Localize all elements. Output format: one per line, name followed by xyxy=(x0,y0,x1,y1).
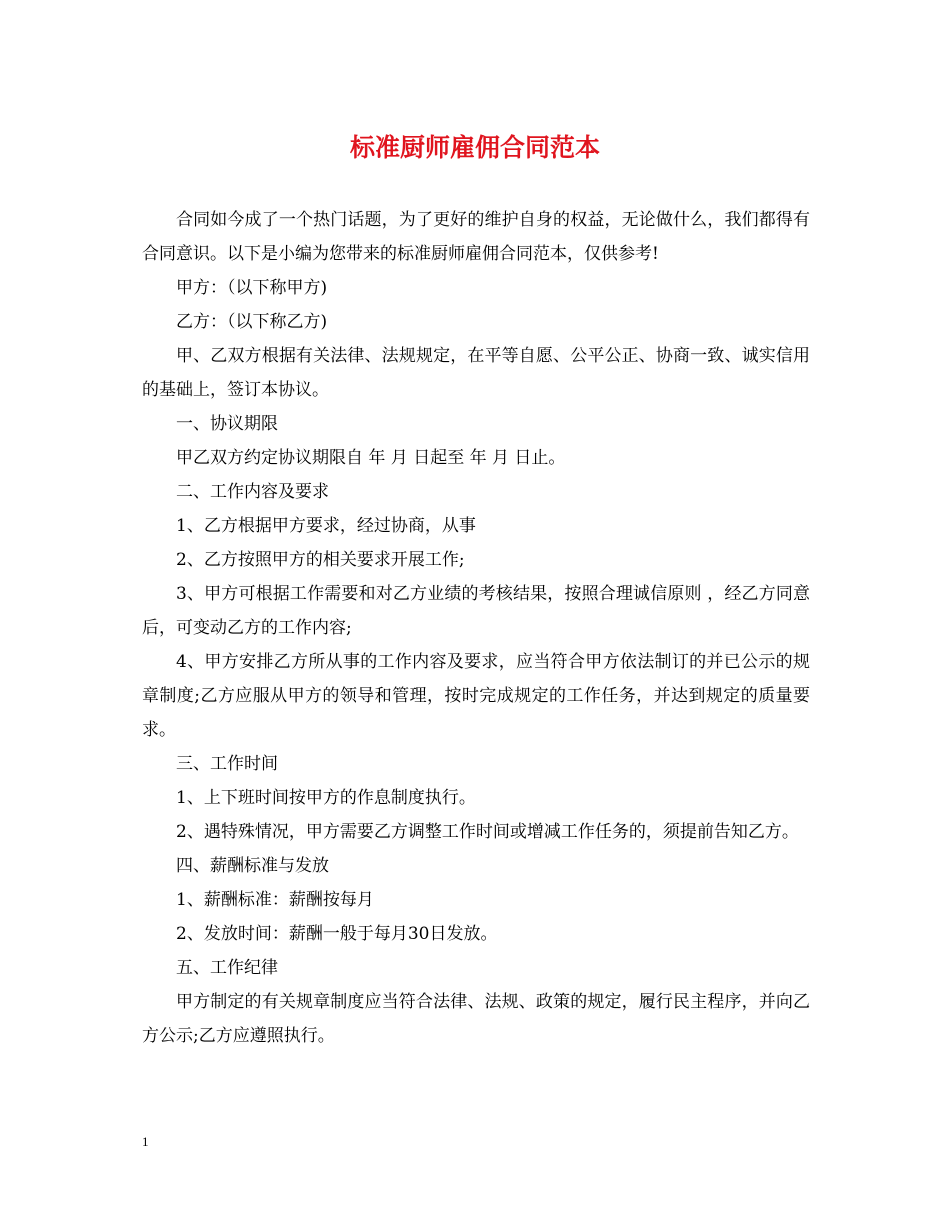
agreement-basis-paragraph: 甲、乙双方根据有关法律、法规规定，在平等自愿、公平公正、协商一致、诚实信用的基础上，签订本协议。 xyxy=(142,346,810,400)
clause-paragraph: 2、发放时间：薪酬一般于每月30日发放。 xyxy=(176,924,498,944)
clause-paragraph: 甲方制定的有关规章制度应当符合法律、法规、政策的规定，履行民主程序，并向乙方公示;乙方应遵照执行。 xyxy=(142,992,810,1046)
party-a-line: 甲方：（以下称甲方) xyxy=(176,278,328,298)
section-heading: 二、工作内容及要求 xyxy=(176,482,329,502)
page-number: 1 xyxy=(142,1134,149,1149)
section-heading: 一、协议期限 xyxy=(176,414,278,434)
document-title: 标准厨师雇佣合同范本 xyxy=(349,133,600,162)
clause-paragraph: 3、甲方可根据工作需要和对乙方业绩的考核结果，按照合理诚信原则 ，经乙方同意后，可变动乙方的工作内容; xyxy=(142,584,810,638)
clause-paragraph: 1、薪酬标准：薪酬按每月 xyxy=(176,890,374,910)
clause-paragraph: 甲乙双方约定协议期限自 年 月 日起至 年 月 日止。 xyxy=(176,448,566,468)
clause-paragraph: 1、上下班时间按甲方的作息制度执行。 xyxy=(176,788,476,808)
section-heading: 四、薪酬标准与发放 xyxy=(176,856,329,876)
party-b-line: 乙方：（以下称乙方) xyxy=(176,312,328,332)
document-body xyxy=(142,203,810,1053)
section-heading: 五、工作纪律 xyxy=(176,958,278,978)
clause-paragraph: 2、乙方按照甲方的相关要求开展工作; xyxy=(176,550,465,570)
clause-paragraph: 4、甲方安排乙方所从事的工作内容及要求，应当符合甲方依法制订的并已公示的规章制度;乙方应服从甲方的领导和管理，按时完成规定的工作任务，并达到规定的质量要求。 xyxy=(142,652,810,740)
clause-paragraph: 1、乙方根据甲方要求，经过协商，从事 xyxy=(176,516,476,536)
section-heading: 三、工作时间 xyxy=(176,754,278,774)
clause-paragraph: 2、遇特殊情况，甲方需要乙方调整工作时间或增减工作任务的，须提前告知乙方。 xyxy=(176,822,799,842)
intro-paragraph: 合同如今成了一个热门话题，为了更好的维护自身的权益，无论做什么，我们都得有合同意识。以下是小编为您带来的标准厨师雇佣合同范本，仅供参考! xyxy=(142,210,810,264)
